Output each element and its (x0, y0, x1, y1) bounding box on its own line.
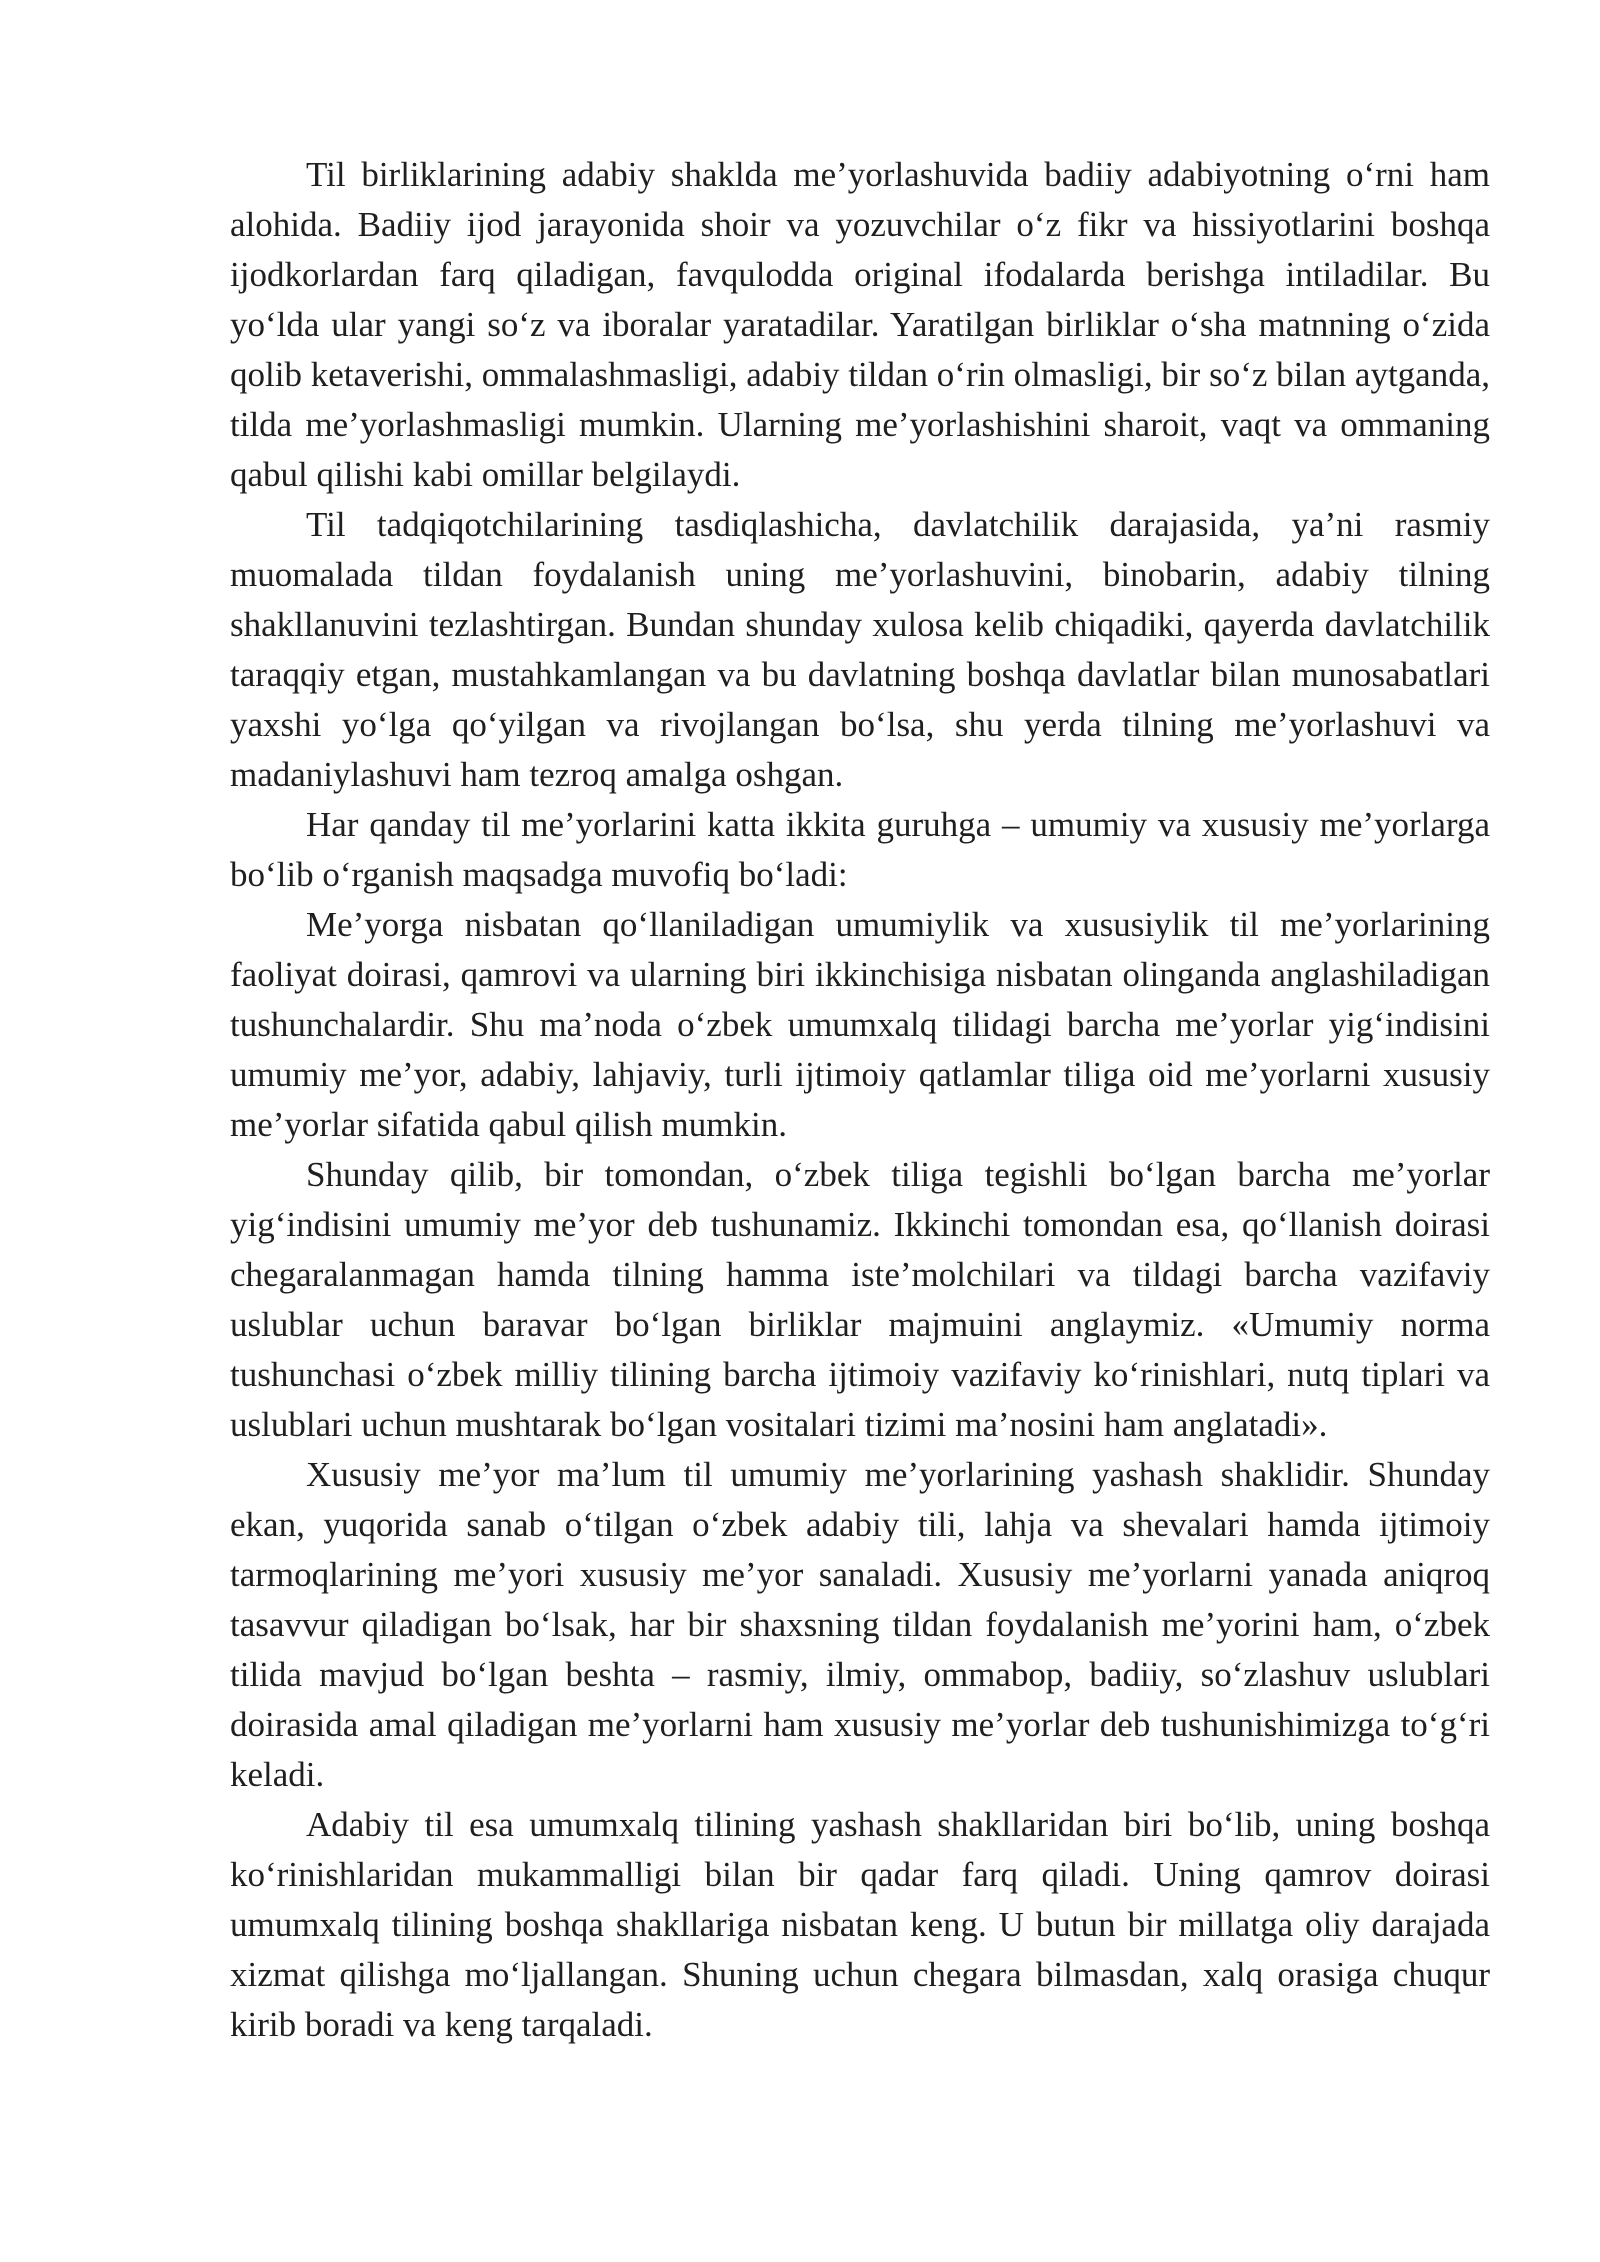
paragraph-4: Me’yorga nisbatan qo‘llaniladigan umumiylik va xususiylik til me’yorlarining faoliyat doirasi, qamrovi va ularning biri ikkinchisiga nisbatan olinganda anglashiladigan tushunchalardir. Shu ma’noda o‘zbek umumxalq tilidagi barcha me’yorlar yig‘indisini umumiy me’yor, adabiy, lahjaviy, turli ijtimoiy qatlamlar tiliga oid me’yorlarni xususiy me’yorlar sifatida qabul qilish mumkin. (230, 905, 1490, 1144)
paragraph-3: Har qanday til me’yorlarini katta ikkita guruhga – umumiy va xususiy me’yorlarga bo‘lib o‘rganish maqsadga muvofiq bo‘ladi: (230, 805, 1490, 894)
paragraph-2: Til tadqiqotchilarining tasdiqlashicha, davlatchilik darajasida, ya’ni rasmiy muomalada tildan foydalanish uning me’yorlashuvini, binobarin, adabiy tilning shakllanuvini tezlashtirgan. Bundan shunday xulosa kelib chiqadiki, qayerda davlatchilik taraqqiy etgan, mustahkamlangan va bu davlatning boshqa davlatlar bilan munosabatlari yaxshi yo‘lga qo‘yilgan va rivojlangan bo‘lsa, shu yerda tilning me’yorlashuvi va madaniylashuvi ham tezroq amalga oshgan. (230, 505, 1490, 794)
paragraph-6: Xususiy me’yor ma’lum til umumiy me’yorlarining yashash shaklidir. Shunday ekan, yuqorida sanab o‘tilgan o‘zbek adabiy tili, lahja va shevalari hamda ijtimoiy tarmoqlarining me’yori xususiy me’yor sanaladi. Xususiy me’yorlarni yanada aniqroq tasavvur qiladigan bo‘lsak, har bir shaxsning tildan foydalanish me’yorini ham, o‘zbek tilida mavjud bo‘lgan beshta – rasmiy, ilmiy, ommabop, badiiy, so‘zlashuv uslublari doirasida amal qiladigan me’yorlarni ham xususiy me’yorlar deb tushunishimizga to‘g‘ri keladi. (230, 1455, 1490, 1794)
paragraph-7: Adabiy til esa umumxalq tilining yashash shakllaridan biri bo‘lib, uning boshqa ko‘rinishlaridan mukammalligi bilan bir qadar farq qiladi. Uning qamrov doirasi umumxalq tilining boshqa shakllariga nisbatan keng. U butun bir millatga oliy darajada xizmat qilishga mo‘ljallangan. Shuning uchun chegara bilmasdan, xalq orasiga chuqur kirib boradi va keng tarqaladi. (230, 1805, 1490, 2044)
paragraph-1: Til birliklarining adabiy shaklda me’yorlashuvida badiiy adabiyotning o‘rni ham alohida. Badiiy ijod jarayonida shoir va yozuvchilar o‘z fikr va hissiyotlarini boshqa ijodkorlardan farq qiladigan, favqulodda original ifodalarda berishga intiladilar. Bu yo‘lda ular yangi so‘z va iboralar yaratadilar. Yaratilgan birliklar o‘sha matnning o‘zida qolib ketaverishi, ommalashmasligi, adabiy tildan o‘rin olmasligi, bir so‘z bilan aytganda, tilda me’yorlashmasligi mumkin. Ularning me’yorlashishini sharoit, vaqt va ommaning qabul qilishi kabi omillar belgilaydi. (230, 155, 1490, 494)
paragraph-5: Shunday qilib, bir tomondan, o‘zbek tiliga tegishli bo‘lgan barcha me’yorlar yig‘indisini umumiy me’yor deb tushunamiz. Ikkinchi tomondan esa, qo‘llanish doirasi chegaralanmagan hamda tilning hamma iste’molchilari va tildagi barcha vazifaviy uslublar uchun baravar bo‘lgan birliklar majmuini anglaymiz. «Umumiy norma tushunchasi o‘zbek milliy tilining barcha ijtimoiy vazifaviy ko‘rinishlari, nutq tiplari va uslublari uchun mushtarak bo‘lgan vositalari tizimi ma’nosini ham anglatadi». (230, 1155, 1490, 1444)
body-text (230, 150, 1490, 2050)
